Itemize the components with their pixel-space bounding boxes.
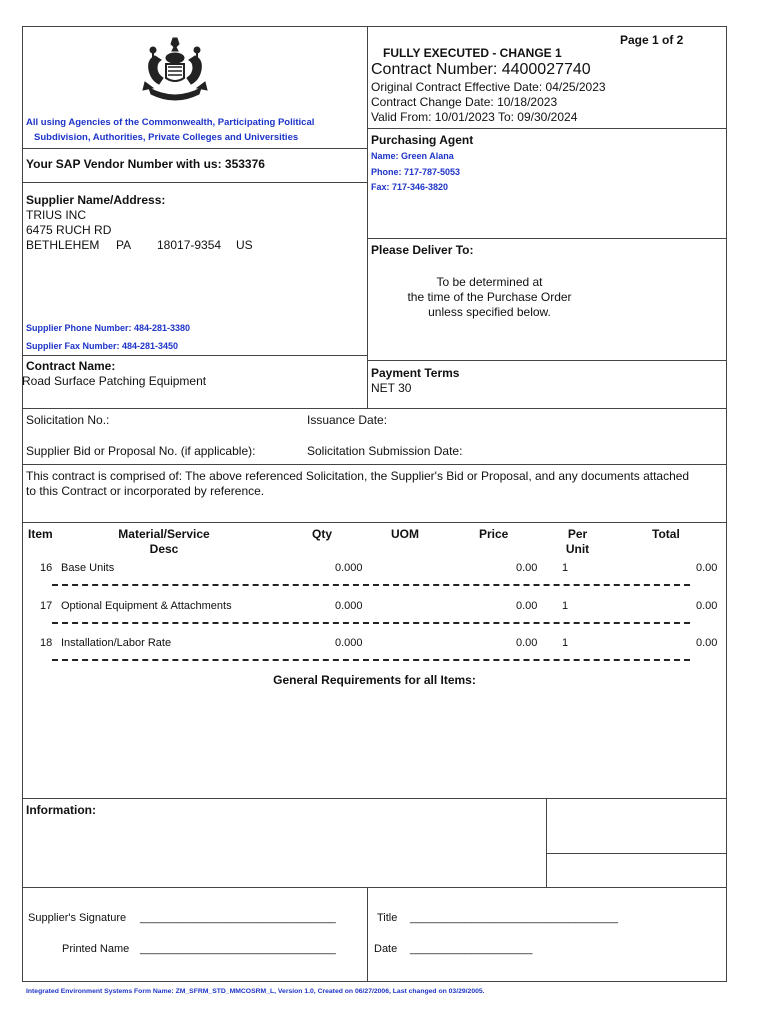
row-separator — [52, 622, 690, 624]
supplier-country: US — [236, 238, 253, 252]
general-requirements: General Requirements for all Items: — [273, 673, 476, 687]
info-box-left — [546, 798, 547, 888]
upper-column-divider — [367, 26, 368, 408]
col-qty: Qty — [312, 527, 333, 541]
col-uom: UOM — [391, 527, 419, 541]
contract-name-label: Contract Name: — [26, 359, 116, 373]
supplier-city: BETHLEHEM — [26, 238, 100, 252]
vendor-divider — [22, 182, 367, 183]
agencies-line-1: All using Agencies of the Commonwealth, Participating Political — [26, 117, 315, 128]
printed-name-label: Printed Name — [62, 943, 130, 955]
purchasing-agent-label: Purchasing Agent — [371, 133, 474, 147]
frame-left — [22, 26, 23, 982]
submission-date: Solicitation Submission Date: — [307, 444, 463, 458]
row-separator — [52, 659, 690, 661]
payment-terms-label: Payment Terms — [371, 366, 460, 380]
date-field[interactable]: ____________________ — [410, 943, 533, 955]
row-item-no: 16 — [40, 562, 53, 574]
solicitation-no: Solicitation No.: — [26, 413, 110, 427]
deliver-to-label: Please Deliver To: — [371, 243, 474, 257]
title-label: Title — [377, 912, 398, 924]
header-divider — [367, 128, 727, 129]
row-qty: 0.000 — [335, 600, 363, 612]
agent-name: Name: Green Alana — [371, 151, 454, 161]
form-footer: Integrated Environment Systems Form Name: ZM_SFRM_STD_MMCOSRM_L, Version 1.0, Created on 06/27/2006, Last changed on 03/29/2005. — [26, 988, 485, 995]
row-item-no: 17 — [40, 600, 53, 612]
deliver-divider — [367, 360, 727, 361]
supplier-label: Supplier Name/Address: — [26, 193, 166, 207]
table-row — [0, 637, 770, 657]
table-top-line — [22, 522, 727, 523]
row-item-no: 18 — [40, 637, 53, 649]
agent-fax: Fax: 717-346-3820 — [371, 182, 449, 192]
supplier-signature-label: Supplier's Signature — [28, 912, 127, 924]
supplier-state: PA — [116, 238, 132, 252]
col-per-2: Unit — [565, 542, 590, 556]
col-desc-1: Material/Service — [118, 527, 210, 541]
comprised-line-2: to this Contract or incorporated by reference. — [26, 484, 265, 498]
row-price: 0.00 — [516, 637, 538, 649]
change-date: Contract Change Date: 10/18/2023 — [371, 95, 558, 109]
col-desc-2: Desc — [149, 542, 179, 556]
info-box-mid — [546, 853, 727, 854]
col-per-1: Per — [567, 527, 588, 541]
supplier-signature-field[interactable]: ________________________________ — [140, 912, 336, 924]
col-total: Total — [652, 527, 680, 541]
row-per-unit: 1 — [562, 600, 569, 612]
effective-date: Original Contract Effective Date: 04/25/2023 — [371, 80, 606, 94]
signature-top-line — [22, 887, 727, 888]
col-item: Item — [28, 527, 53, 541]
col-price: Price — [479, 527, 509, 541]
page-label: Page 1 of 2 — [620, 33, 684, 47]
row-price: 0.00 — [516, 562, 538, 574]
supplier-name: TRIUS INC — [26, 208, 86, 222]
row-per-unit: 1 — [562, 562, 569, 574]
frame-bottom — [22, 981, 727, 982]
date-label: Date — [374, 943, 398, 955]
row-per-unit: 1 — [562, 637, 569, 649]
row-desc: Base Units — [61, 562, 115, 574]
bid-proposal-no: Supplier Bid or Proposal No. (if applicable): — [26, 444, 256, 458]
supplier-zip: 18017-9354 — [157, 238, 222, 252]
supplier-street: 6475 RUCH RD — [26, 223, 112, 237]
row-price: 0.00 — [516, 600, 538, 612]
title-field[interactable]: __________________________________ — [410, 912, 619, 924]
supplier-phone: Supplier Phone Number: 484-281-3380 — [26, 323, 191, 333]
agencies-line-2: Subdivision, Authorities, Private Colleges and Universities — [34, 132, 299, 143]
row-total: 0.00 — [696, 637, 718, 649]
contract-name: Road Surface Patching Equipment — [22, 374, 207, 388]
row-desc: Installation/Labor Rate — [61, 637, 172, 649]
supplier-divider — [22, 355, 367, 356]
comprised-line-1: This contract is comprised of: The above referenced Solicitation, the Supplier's Bid or Proposal, and any documents attached — [26, 469, 690, 483]
info-top-line — [22, 798, 727, 799]
information-label: Information: — [26, 803, 96, 817]
deliver-line-3: unless specified below. — [428, 305, 551, 319]
row-desc: Optional Equipment & Attachments — [61, 600, 232, 612]
agent-phone: Phone: 717-787-5053 — [371, 167, 461, 177]
frame-right — [726, 26, 727, 982]
contract-number: Contract Number: 4400027740 — [371, 61, 591, 78]
deliver-line-2: the time of the Purchase Order — [407, 290, 572, 304]
row-total: 0.00 — [696, 562, 718, 574]
printed-name-field[interactable]: ________________________________ — [140, 943, 336, 955]
sap-vendor-number: Your SAP Vendor Number with us: 353376 — [26, 157, 265, 171]
row-separator — [52, 584, 690, 586]
payment-terms-value: NET 30 — [371, 381, 412, 395]
row-qty: 0.000 — [335, 562, 363, 574]
deliver-line-1: To be determined at — [436, 275, 543, 289]
row-qty: 0.000 — [335, 637, 363, 649]
signature-divider — [367, 887, 368, 982]
agent-divider — [367, 238, 727, 239]
frame-top — [22, 26, 727, 27]
row-total: 0.00 — [696, 600, 718, 612]
table-row — [0, 600, 770, 620]
issuance-date: Issuance Date: — [307, 413, 388, 427]
agencies-divider — [22, 148, 367, 149]
commonwealth-seal-icon — [135, 36, 215, 106]
status-title: FULLY EXECUTED - CHANGE 1 — [383, 46, 562, 60]
table-row — [0, 562, 770, 582]
supplier-fax: Supplier Fax Number: 484-281-3450 — [26, 341, 179, 351]
contract-divider — [22, 408, 727, 409]
solicitation-divider — [22, 464, 727, 465]
valid-dates: Valid From: 10/01/2023 To: 09/30/2024 — [371, 110, 578, 124]
